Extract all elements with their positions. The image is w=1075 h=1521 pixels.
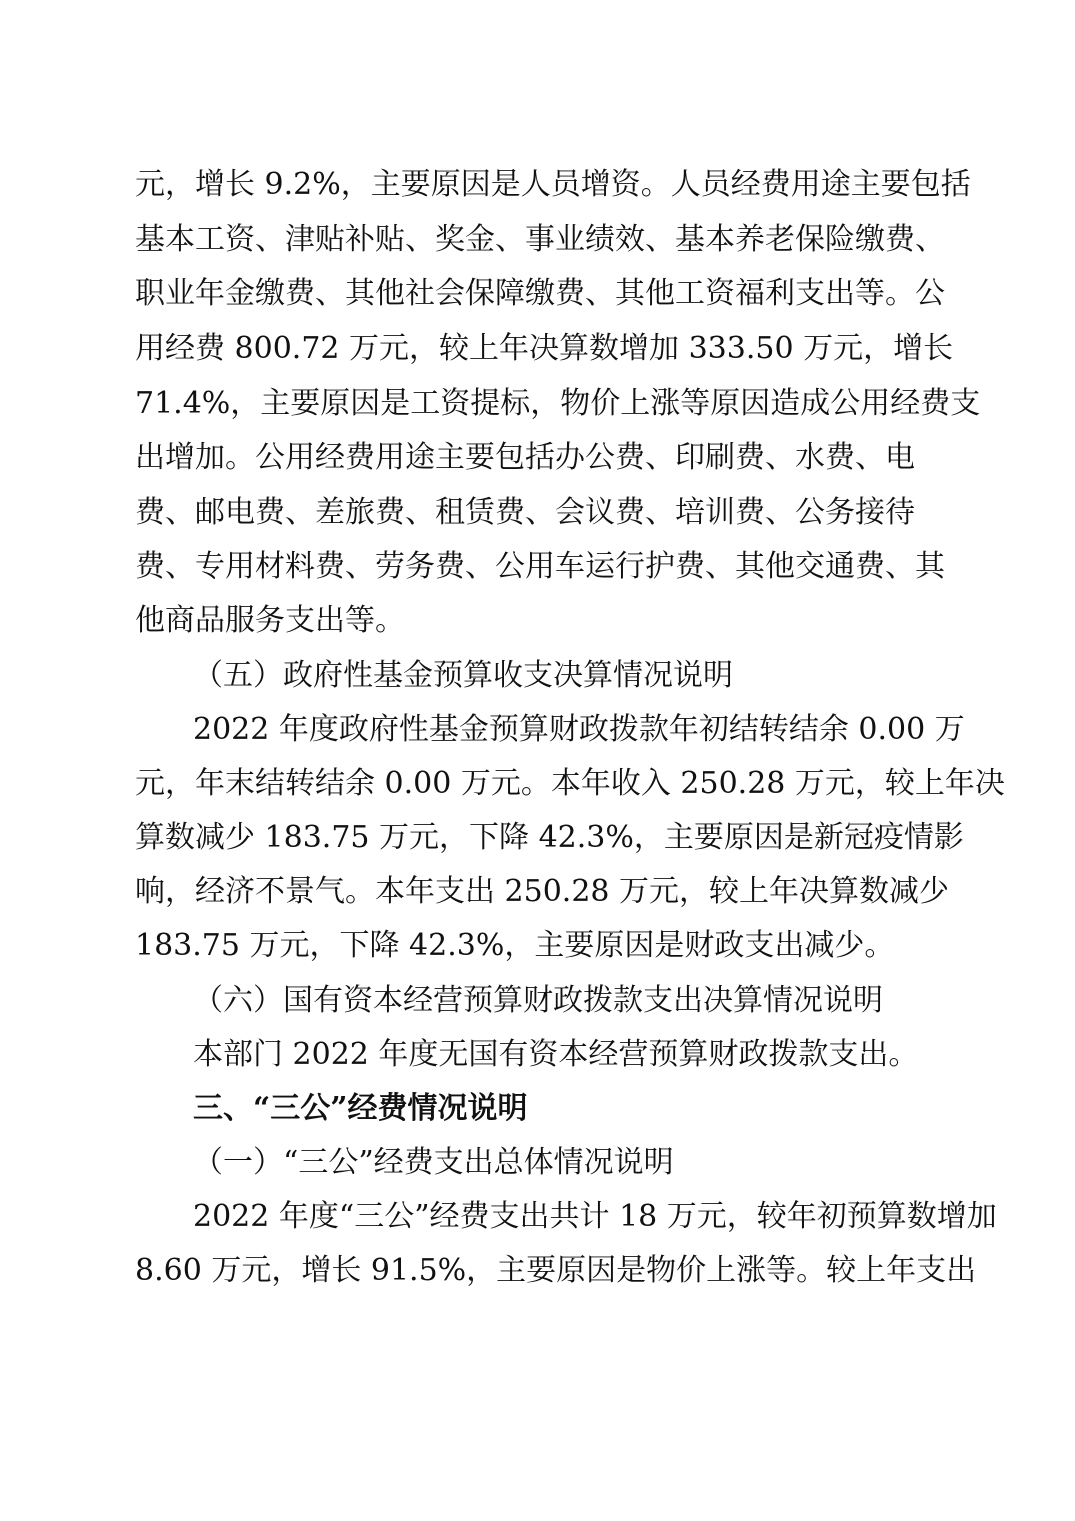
section-heading: （五）政府性基金预算收支决算情况说明 bbox=[193, 658, 733, 693]
paragraph-line: 他商品服务支出等。 bbox=[135, 603, 405, 638]
paragraph-line: 元，年末结转结余 0.00 万元。本年收入 250.28 万元，较上年决 bbox=[135, 766, 1005, 801]
paragraph-line: 元，增长 9.2%，主要原因是人员增资。人员经费用途主要包括 bbox=[135, 167, 971, 202]
paragraph-line: 算数减少 183.75 万元，下降 42.3%，主要原因是新冠疫情影 bbox=[135, 820, 964, 855]
paragraph-line: 职业年金缴费、其他社会保障缴费、其他工资福利支出等。公 bbox=[135, 276, 945, 311]
paragraph-line: 基本工资、津贴补贴、奖金、事业绩效、基本养老保险缴费、 bbox=[135, 222, 945, 257]
paragraph-line: 响，经济不景气。本年支出 250.28 万元，较上年决算数减少 bbox=[135, 874, 950, 909]
section-heading: （一）“三公”经费支出总体情况说明 bbox=[193, 1145, 674, 1180]
paragraph-line: 2022 年度“三公”经费支出共计 18 万元，较年初预算数增加 bbox=[193, 1199, 997, 1234]
paragraph-line: 出增加。公用经费用途主要包括办公费、印刷费、水费、电 bbox=[135, 440, 915, 475]
chapter-heading: 三、“三公”经费情况说明 bbox=[193, 1091, 528, 1126]
paragraph-line: 183.75 万元，下降 42.3%，主要原因是财政支出减少。 bbox=[135, 928, 895, 963]
paragraph-line: 费、专用材料费、劳务费、公用车运行护费、其他交通费、其 bbox=[135, 549, 945, 584]
paragraph-line: 用经费 800.72 万元，较上年决算数增加 333.50 万元，增长 bbox=[135, 331, 954, 366]
paragraph-line: 费、邮电费、差旅费、租赁费、会议费、培训费、公务接待 bbox=[135, 495, 915, 530]
paragraph-line: 71.4%，主要原因是工资提标，物价上涨等原因造成公用经费支 bbox=[135, 386, 981, 421]
section-heading: （六）国有资本经营预算财政拨款支出决算情况说明 bbox=[193, 983, 883, 1018]
paragraph-line: 本部门 2022 年度无国有资本经营预算财政拨款支出。 bbox=[193, 1037, 919, 1072]
paragraph-line: 8.60 万元，增长 91.5%，主要原因是物价上涨等。较上年支出 bbox=[135, 1253, 977, 1288]
paragraph-line: 2022 年度政府性基金预算财政拨款年初结转结余 0.00 万 bbox=[193, 712, 965, 747]
